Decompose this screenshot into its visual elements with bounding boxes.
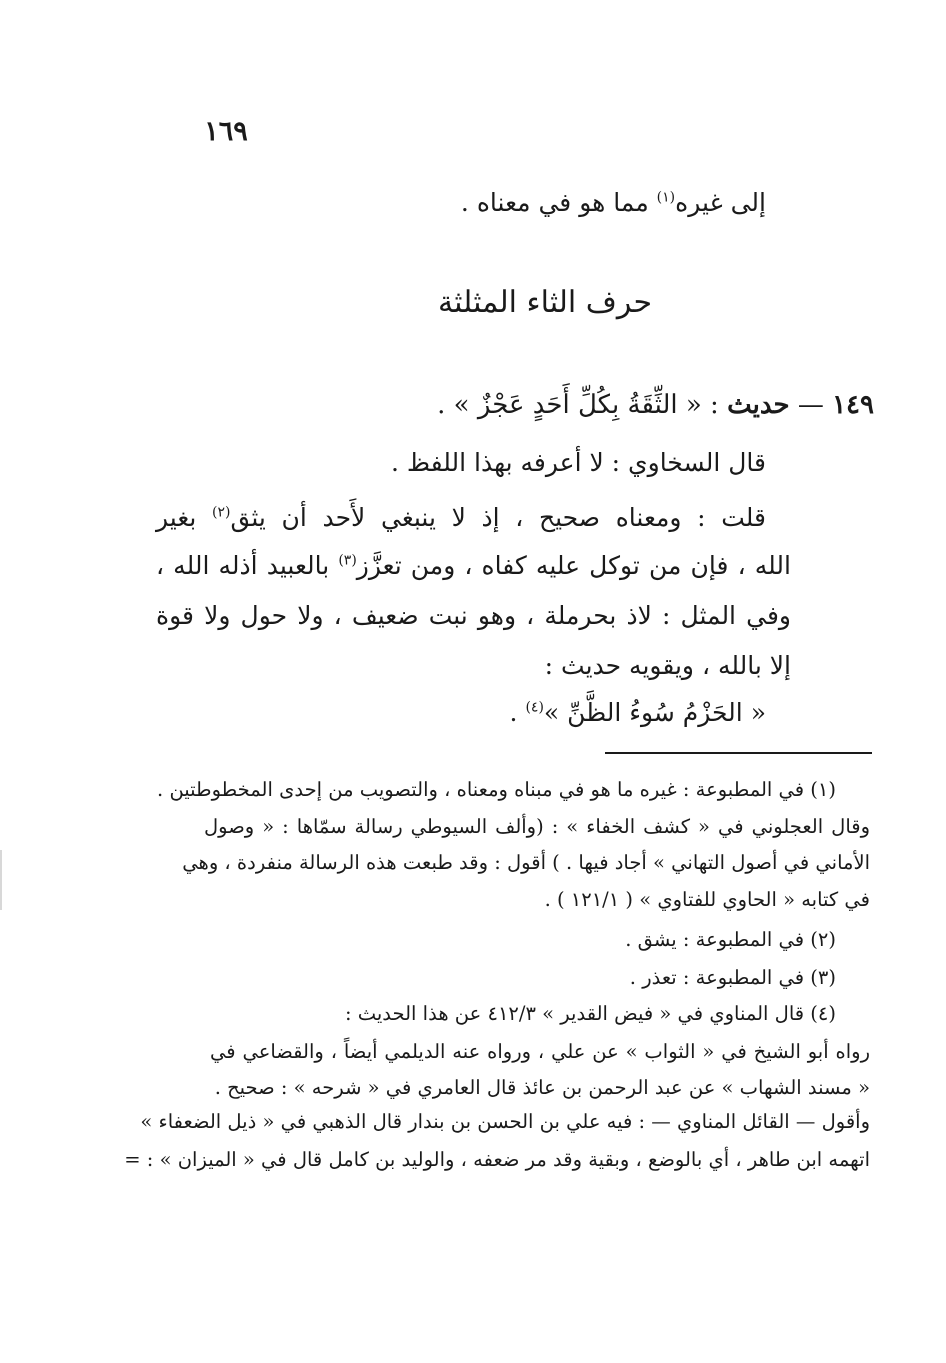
footnote-ref-3: (٣) — [338, 552, 357, 569]
scan-edge-mark — [0, 850, 2, 910]
body-line-6-end: . — [509, 698, 526, 727]
body-line-2-text: قلت : ومعناه صحيح ، إذ لا ينبغي لأَحد أن يثق — [230, 503, 766, 532]
body-line-4: وفي المثل : لاذ بحرملة ، وهو نبت ضعيف ، ولا حول ولا قوة — [156, 601, 791, 630]
hadith-dash: — — [789, 390, 833, 420]
footnote-ref-4: (٤) — [525, 699, 544, 716]
body-line-3-text: الله ، فإن من توكل عليه كفاه ، ومن تعزَّز — [356, 551, 791, 580]
footnote-line-3: الأماني في أصول التهاني » أجاد فيها . ) أقول : وقد طبعت هذه الرسالة منفردة ، وهي — [182, 851, 870, 874]
hadith-keyword: حديث — [727, 390, 790, 420]
top-line-text: إلى غيره — [675, 188, 766, 217]
footnote-ref-1: (١) — [656, 189, 676, 206]
body-line-6-text: « الحَزْمُ سُوءُ الظَّنِّ » — [543, 698, 766, 727]
footnote-ref-2: (٢) — [212, 504, 231, 521]
top-line — [461, 190, 766, 215]
body-line-3 — [156, 553, 791, 578]
footnote-line-4: في كتابه « الحاوي للفتاوي » ( ١٢١/١ ) . — [544, 888, 870, 911]
body-line-3-end: بالعبيد أذله الله ، — [156, 551, 339, 580]
footnote-separator — [605, 752, 872, 754]
hadith-number: ١٤٩ — [832, 390, 874, 420]
footnote-line-10: وأقول — القائل المناوي — : فيه علي بن الحسن بن بندار قال الذهبي في « ذيل الضعفاء » — [140, 1110, 870, 1133]
page-number: ١٦٩ — [204, 116, 248, 147]
footnote-line-8: رواه أبو الشيخ في « الثواب » عن علي ، ورواه عنه الديلمي أيضاً ، والقضاعي في — [210, 1040, 870, 1063]
footnote-line-1: (١) في المطبوعة : غيره ما هو في مبناه ومعناه ، والتصويب من إحدى المخطوطتين . — [157, 778, 836, 801]
body-line-6 — [510, 700, 766, 725]
footnote-line-11: اتهمه ابن طاهر ، أي بالوضع ، وبقية وقد مر ضعفه ، والوليد بن كامل قال في « الميزان » : = — [124, 1148, 870, 1171]
body-line-5: إلا بالله ، ويقويه حديث : — [544, 651, 791, 680]
body-line-1: قال السخاوي : لا أعرفه بهذا اللفظ . — [390, 448, 766, 477]
hadith-line — [437, 392, 874, 418]
footnote-line-9: « مسند الشهاب » عن عبد الرحمن بن عائذ قال العامري في « شرحه » : صحيح . — [214, 1076, 870, 1099]
top-line-text-end: مما هو في معناه . — [460, 188, 657, 217]
body-line-2-end: بغير — [156, 503, 213, 532]
hadith-text: : « الثِّقَةُ بِكُلِّ أَحَدٍ عَجْزٌ » . — [437, 390, 728, 420]
body-line-2 — [156, 505, 766, 530]
footnote-line-7: (٤) قال المناوي في « فيض القدير » ٤١٢/٣ عن هذا الحديث : — [344, 1002, 836, 1025]
footnote-line-5: (٢) في المطبوعة : يشق . — [625, 928, 836, 951]
footnote-line-6: (٣) في المطبوعة : تعذر . — [629, 966, 836, 989]
footnote-line-2: وقال العجلوني في « كشف الخفاء » : (وألف السيوطي رسالة سمّاها : « وصول — [204, 815, 870, 838]
section-heading: حرف الثاء المثلثة — [438, 285, 652, 320]
